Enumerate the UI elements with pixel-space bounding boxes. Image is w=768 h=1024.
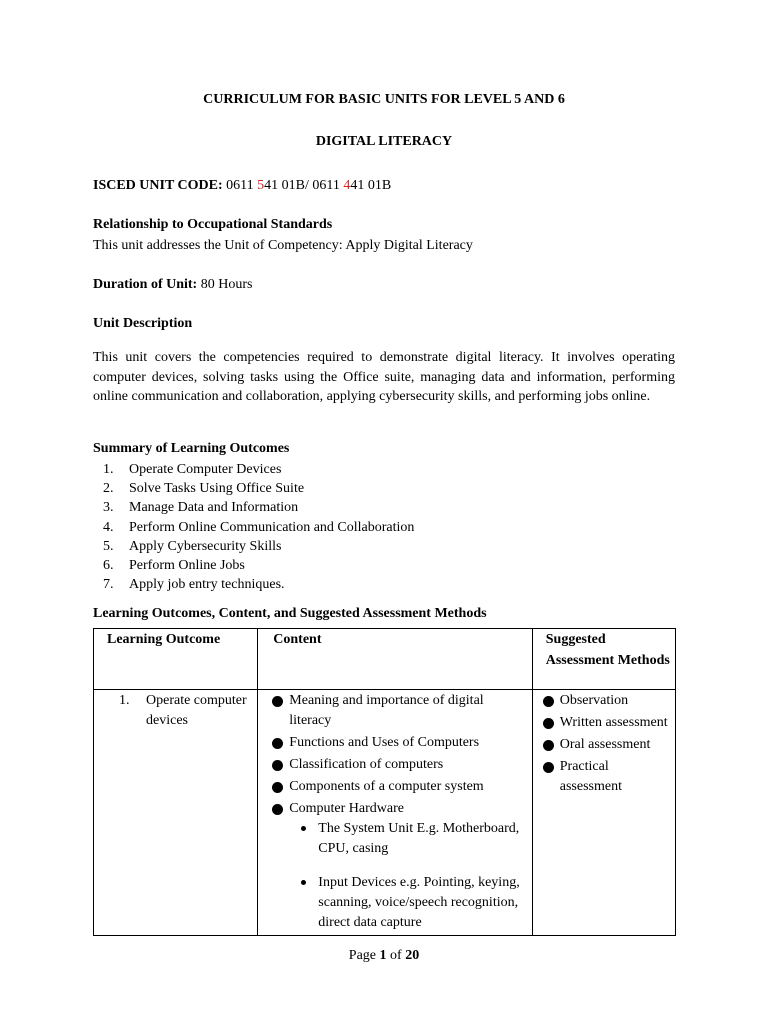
list-item: 3. Manage Data and Information	[103, 500, 299, 516]
list-item: Input Devices e.g. Pointing, keying, scanning, voice/speech recognition, direct data capture	[299, 873, 527, 933]
hardware-sublist	[299, 819, 527, 933]
list-item: 4. Perform Online Communication and Collaboration	[103, 519, 415, 535]
outcome-text: Operate computer devices	[146, 693, 247, 728]
content-cell	[258, 690, 532, 936]
summary-heading: Summary of Learning Outcomes	[93, 441, 290, 456]
list-item: Meaning and importance of digital literacy	[271, 691, 527, 731]
isced-code-highlight: 5	[257, 178, 265, 193]
footer-of-word: of	[386, 948, 406, 963]
header-content: Content	[258, 629, 532, 690]
outcome-number: 1.	[119, 693, 130, 708]
table-row	[94, 690, 676, 936]
list-item: 2. Solve Tasks Using Office Suite	[103, 481, 305, 497]
isced-code-highlight: 4	[343, 178, 351, 193]
list-item: Written assessment	[542, 713, 671, 733]
list-item: Components of a computer system	[271, 777, 527, 797]
relationship-text: This unit addresses the Unit of Competency: Apply Digital Literacy	[93, 238, 473, 253]
relationship-heading: Relationship to Occupational Standards	[93, 217, 333, 232]
footer-page-total: 20	[405, 948, 420, 963]
list-item: Observation	[542, 691, 671, 711]
list-item: 5. Apply Cybersecurity Skills	[103, 538, 282, 554]
list-item: Oral assessment	[542, 735, 671, 755]
duration-value: 80 Hours	[200, 277, 253, 292]
list-item: Practical assessment	[542, 757, 671, 797]
page-footer	[0, 948, 768, 964]
footer-page-number: 1	[379, 948, 387, 963]
list-item: Classification of computers	[271, 755, 527, 775]
list-item: 1. Operate Computer Devices	[103, 462, 282, 477]
learning-outcomes-table	[93, 628, 676, 936]
outcome-cell	[94, 690, 258, 936]
table-header-row	[94, 629, 676, 690]
footer-page-word: Page	[348, 948, 380, 963]
header-learning-outcome: Learning Outcome	[94, 629, 258, 690]
isced-code-part: 0611	[226, 178, 258, 193]
isced-code-part: 41 01B/ 0611	[264, 178, 344, 193]
learning-outcomes-list	[103, 460, 663, 594]
list-item: The System Unit E.g. Motherboard, CPU, casing	[299, 819, 527, 859]
assessment-list	[533, 690, 675, 797]
isced-unit-code	[93, 178, 391, 194]
duration-line	[93, 277, 252, 293]
list-item: 6. Perform Online Jobs	[103, 558, 245, 574]
description-text: This unit covers the competencies required to demonstrate digital literacy. It involves operating computer devices, solving tasks using the Office suite, managing data and information, performing online communication and collaboration, applying cybersecurity skills, and performing jobs online.	[93, 350, 675, 404]
duration-label: Duration of Unit:	[93, 277, 198, 292]
content-list	[258, 690, 531, 933]
description-heading: Unit Description	[93, 316, 193, 331]
document-subtitle: DIGITAL LITERACY	[315, 134, 453, 149]
list-item: Computer Hardware The System Unit E.g. Motherboard, CPU, casing Input Devices e.g. Pointing, keying, scanning, voice/speech recognition, direct data capture	[271, 799, 527, 933]
document-title: CURRICULUM FOR BASIC UNITS FOR LEVEL 5 AND 6	[203, 92, 565, 107]
list-item: Functions and Uses of Computers	[271, 733, 527, 753]
isced-label: ISCED UNIT CODE:	[93, 178, 223, 193]
isced-code-part: 41 01B	[350, 178, 392, 193]
assessment-cell	[532, 690, 675, 936]
table-caption: Learning Outcomes, Content, and Suggested Assessment Methods	[93, 606, 487, 621]
list-item: 7. Apply job entry techniques.	[103, 577, 285, 593]
header-assessment: Suggested Assessment Methods	[532, 629, 675, 690]
